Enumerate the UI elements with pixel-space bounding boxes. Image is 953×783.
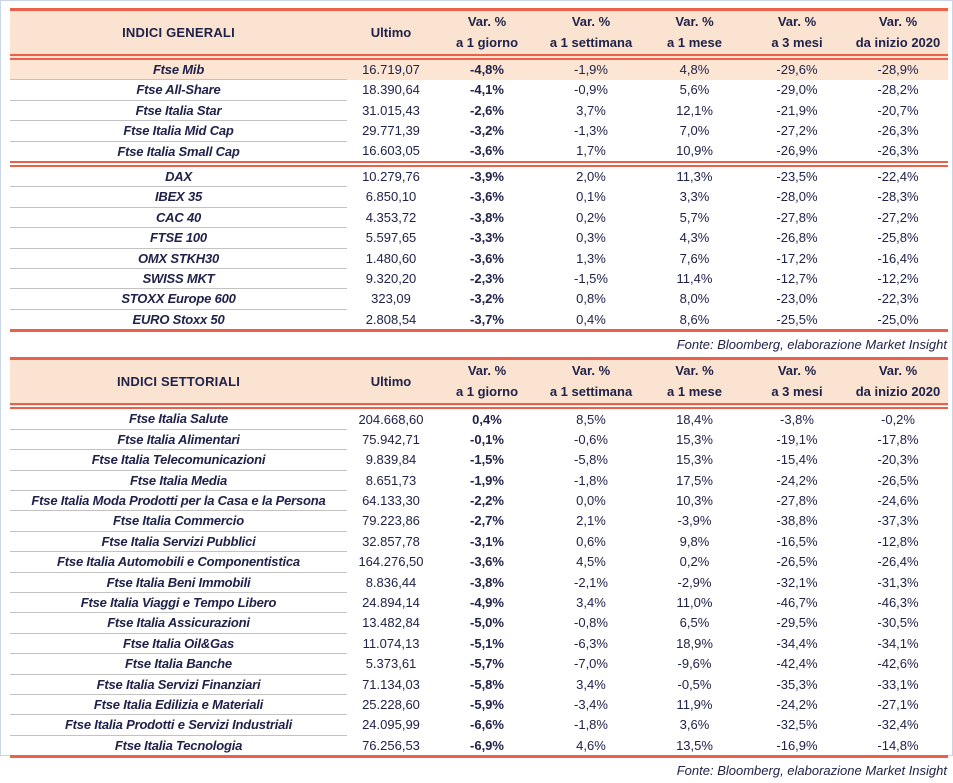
var-1g-value: -3,9% bbox=[435, 164, 539, 187]
var-1w-value: -7,0% bbox=[574, 656, 608, 672]
index-name: Ftse Italia Servizi Pubblici bbox=[10, 531, 347, 551]
var-1w-value: 3,4% bbox=[576, 676, 606, 692]
table-row bbox=[10, 450, 948, 470]
index-name: IBEX 35 bbox=[10, 187, 347, 207]
column-header-var-3-mesi bbox=[746, 359, 848, 407]
var-ytd-value: -31,3% bbox=[877, 574, 919, 590]
index-name: Ftse Italia Edilizia e Materiali bbox=[10, 694, 347, 714]
var-ytd-value: -34,1% bbox=[877, 635, 919, 651]
index-name: Ftse Italia Viaggi e Tempo Libero bbox=[10, 592, 347, 612]
var-1m-value: 12,1% bbox=[676, 102, 713, 118]
index-name: SWISS MKT bbox=[10, 269, 347, 289]
column-header-var-1-settimana bbox=[539, 10, 643, 58]
index-name: DAX bbox=[10, 164, 347, 187]
ultimo-value: 24.894,14 bbox=[362, 594, 420, 610]
var-3m-value: -46,7% bbox=[776, 594, 818, 610]
ultimo-value: 1.480,60 bbox=[365, 250, 417, 266]
index-name: Ftse Italia Servizi Finanziari bbox=[10, 674, 347, 694]
var-1m-value: 11,9% bbox=[676, 696, 713, 712]
table-row bbox=[10, 674, 948, 694]
var-1w-value: 0,8% bbox=[576, 291, 606, 307]
table-title-generali: INDICI GENERALI bbox=[10, 10, 347, 58]
period-label: a 3 mesi bbox=[771, 384, 823, 400]
var-1g-value: -5,7% bbox=[470, 656, 504, 672]
var-3m-value: -15,4% bbox=[776, 452, 818, 468]
var-1m-value: -2,9% bbox=[677, 574, 712, 590]
index-name: Ftse Italia Alimentari bbox=[10, 429, 347, 449]
var-1m-value: 11,3% bbox=[643, 164, 746, 187]
var-ytd-value: -25,8% bbox=[877, 230, 919, 246]
index-name: Ftse Italia Mid Cap bbox=[10, 121, 347, 141]
table-row bbox=[10, 735, 948, 756]
var-1m-value: 5,7% bbox=[679, 209, 710, 225]
var-label: Var. % bbox=[675, 363, 714, 379]
column-header-var-1-giorno bbox=[435, 10, 539, 58]
var-ytd-value: -22,4% bbox=[848, 164, 948, 187]
var-1w-value: 4,6% bbox=[576, 737, 606, 753]
ultimo-value: 10.279,76 bbox=[347, 164, 435, 187]
ultimo-value: 64.133,30 bbox=[362, 492, 420, 508]
var-3m-value: -27,8% bbox=[776, 492, 818, 508]
column-header-var-1-settimana bbox=[539, 359, 643, 407]
ultimo-value: 323,09 bbox=[371, 291, 411, 307]
index-name: Ftse Italia Star bbox=[10, 100, 347, 120]
index-name: Ftse Italia Small Cap bbox=[10, 141, 347, 164]
var-1w-value: 0,2% bbox=[576, 209, 606, 225]
var-3m-value: -38,8% bbox=[776, 513, 818, 529]
ultimo-value: 25.228,60 bbox=[362, 696, 420, 712]
var-1g-value: -3,6% bbox=[470, 143, 504, 159]
ultimo-value: 24.095,99 bbox=[362, 717, 420, 733]
var-1w-value: 0,0% bbox=[576, 492, 606, 508]
var-label: Var. % bbox=[571, 363, 611, 379]
var-1w-value: -1,8% bbox=[574, 717, 608, 733]
table-row bbox=[10, 552, 948, 572]
period-label: a 1 settimana bbox=[549, 35, 633, 50]
var-ytd-value: -30,5% bbox=[877, 615, 919, 631]
index-name: Ftse Italia Automobili e Componentistica bbox=[10, 552, 347, 572]
var-1g-value: -3,2% bbox=[470, 123, 504, 139]
var-3m-value: -32,1% bbox=[776, 574, 818, 590]
var-1m-value: 10,9% bbox=[676, 143, 713, 159]
var-3m-value: -27,2% bbox=[776, 123, 818, 139]
var-ytd-value: -26,5% bbox=[877, 472, 919, 488]
var-3m-value: -21,9% bbox=[776, 102, 818, 118]
index-name: Ftse Italia Banche bbox=[10, 654, 347, 674]
ultimo-value: 32.857,78 bbox=[362, 533, 420, 549]
header-row bbox=[10, 359, 948, 407]
column-header-var-inizio-2020 bbox=[848, 10, 948, 58]
ultimo-value: 204.668,60 bbox=[358, 411, 424, 427]
table-row bbox=[10, 613, 948, 633]
var-1m-value: 13,5% bbox=[676, 737, 713, 753]
table-row bbox=[10, 531, 948, 551]
ultimo-value: 16.719,07 bbox=[347, 57, 435, 80]
var-1w-value: 2,1% bbox=[576, 513, 606, 529]
var-1g-value: -3,6% bbox=[470, 189, 504, 205]
var-3m-value: -12,7% bbox=[776, 271, 818, 287]
var-1w-value: -1,5% bbox=[574, 271, 608, 287]
var-3m-value: -29,5% bbox=[776, 615, 818, 631]
period-label: a 1 giorno bbox=[455, 35, 519, 50]
var-1w-value: 0,6% bbox=[576, 533, 606, 549]
ultimo-value: 16.603,05 bbox=[362, 143, 420, 159]
var-ytd-value: -42,6% bbox=[877, 656, 919, 672]
var-ytd-value: -27,1% bbox=[877, 696, 919, 712]
var-1w-value: -0,8% bbox=[574, 615, 608, 631]
var-3m-value: -32,5% bbox=[776, 717, 818, 733]
period-label: a 1 mese bbox=[667, 35, 722, 50]
var-1m-value: 8,0% bbox=[679, 291, 710, 307]
var-1w-value: -1,8% bbox=[574, 472, 608, 488]
var-1g-value: -2,3% bbox=[470, 271, 504, 287]
ultimo-value: 9.839,84 bbox=[365, 452, 417, 468]
var-1w-value: 3,4% bbox=[576, 594, 606, 610]
ultimo-value: 13.482,84 bbox=[362, 615, 420, 631]
var-3m-value: -29,6% bbox=[746, 57, 848, 80]
var-ytd-value: -32,4% bbox=[877, 717, 919, 733]
var-ytd-value: -28,2% bbox=[877, 82, 919, 98]
column-header-var-inizio-2020 bbox=[848, 359, 948, 407]
var-1w-value: 0,3% bbox=[576, 230, 606, 246]
var-3m-value: -26,8% bbox=[776, 230, 818, 246]
table-row bbox=[10, 269, 948, 289]
var-ytd-value: -16,4% bbox=[877, 250, 919, 266]
var-3m-value: -23,5% bbox=[746, 164, 848, 187]
var-1m-value: 5,6% bbox=[679, 82, 710, 98]
index-name: Ftse All-Share bbox=[10, 80, 347, 100]
var-1m-value: 17,5% bbox=[676, 472, 713, 488]
var-1g-value: 0,4% bbox=[472, 411, 502, 427]
var-1m-value: -0,5% bbox=[677, 676, 712, 692]
var-1m-value: 0,2% bbox=[679, 554, 710, 570]
table-row bbox=[10, 289, 948, 309]
var-label: Var. % bbox=[878, 14, 918, 29]
table-row bbox=[10, 633, 948, 653]
var-1g-value: -6,9% bbox=[470, 737, 504, 753]
ultimo-value: 2.808,54 bbox=[365, 311, 417, 327]
index-name: OMX STKH30 bbox=[10, 248, 347, 268]
var-1g-value: -3,2% bbox=[470, 291, 504, 307]
var-3m-value: -24,2% bbox=[776, 696, 818, 712]
var-1m-value: 18,4% bbox=[676, 411, 713, 427]
var-1g-value: -3,3% bbox=[470, 230, 504, 246]
var-ytd-value: -26,4% bbox=[877, 554, 919, 570]
var-ytd-value: -26,3% bbox=[877, 143, 919, 159]
var-1w-value: 1,3% bbox=[576, 250, 606, 266]
var-1w-value: 4,5% bbox=[576, 554, 606, 570]
var-1m-value: -3,9% bbox=[677, 513, 712, 529]
column-header-var-1-mese bbox=[643, 359, 746, 407]
var-1g-value: -5,0% bbox=[470, 615, 504, 631]
var-1g-value: -6,6% bbox=[470, 717, 504, 733]
var-1g-value: -2,6% bbox=[470, 102, 504, 118]
var-3m-value: -25,5% bbox=[776, 311, 818, 327]
var-1m-value: 4,8% bbox=[643, 57, 746, 80]
table-row bbox=[10, 406, 948, 429]
ultimo-value: 11.074,13 bbox=[362, 635, 420, 651]
var-ytd-value: -14,8% bbox=[877, 737, 919, 753]
table-row bbox=[10, 511, 948, 531]
index-name: Ftse Italia Prodotti e Servizi Industriali bbox=[10, 715, 347, 735]
index-name: Ftse Italia Telecomunicazioni bbox=[10, 450, 347, 470]
var-1g-value: -5,1% bbox=[470, 635, 504, 651]
var-3m-value: -3,8% bbox=[780, 411, 814, 427]
period-label: a 1 settimana bbox=[549, 384, 633, 400]
period-label: a 1 giorno bbox=[455, 384, 519, 400]
column-header-var-3-mesi bbox=[746, 10, 848, 58]
var-1w-value: 0,4% bbox=[576, 311, 606, 327]
period-label: da inizio 2020 bbox=[855, 35, 941, 50]
var-1w-value: -3,4% bbox=[574, 696, 608, 712]
ultimo-value: 31.015,43 bbox=[362, 102, 420, 118]
index-name: CAC 40 bbox=[10, 207, 347, 227]
var-1g-value: -3,8% bbox=[470, 209, 504, 225]
var-3m-value: -19,1% bbox=[776, 431, 818, 447]
column-header-var-1-mese bbox=[643, 10, 746, 58]
ultimo-value: 8.651,73 bbox=[365, 472, 417, 488]
ultimo-value: 5.373,61 bbox=[365, 656, 417, 672]
var-ytd-value: -33,1% bbox=[877, 676, 919, 692]
var-1w-value: -1,9% bbox=[539, 57, 643, 80]
index-name: FTSE 100 bbox=[10, 228, 347, 248]
indici-generali-table bbox=[10, 8, 948, 332]
var-1g-value: -2,2% bbox=[470, 492, 504, 508]
var-3m-value: -42,4% bbox=[776, 656, 818, 672]
period-label: da inizio 2020 bbox=[855, 384, 941, 400]
var-1w-value: 2,0% bbox=[539, 164, 643, 187]
period-label: a 3 mesi bbox=[771, 35, 823, 50]
table-row bbox=[10, 248, 948, 268]
ultimo-value: 9.320,20 bbox=[365, 271, 417, 287]
header-row bbox=[10, 10, 948, 58]
source-note-settoriali: Fonte: Bloomberg, elaborazione Market Insight bbox=[676, 763, 947, 779]
table-row bbox=[10, 100, 948, 120]
var-label: Var. % bbox=[675, 14, 714, 29]
var-label: Var. % bbox=[467, 14, 507, 29]
var-1g-value: -5,8% bbox=[470, 676, 504, 692]
var-1m-value: 4,3% bbox=[679, 230, 710, 246]
var-1g-value: -3,1% bbox=[470, 533, 504, 549]
table-row bbox=[10, 715, 948, 735]
var-1g-value: -1,5% bbox=[470, 452, 504, 468]
var-1m-value: 8,6% bbox=[679, 311, 710, 327]
var-1g-value: -3,6% bbox=[470, 554, 504, 570]
var-1g-value: -3,8% bbox=[470, 574, 504, 590]
var-1w-value: -6,3% bbox=[574, 635, 608, 651]
ultimo-value: 71.134,03 bbox=[362, 676, 420, 692]
index-name: Ftse Italia Oil&Gas bbox=[10, 633, 347, 653]
var-ytd-value: -22,3% bbox=[877, 291, 919, 307]
var-1m-value: 11,0% bbox=[676, 594, 713, 610]
var-1g-value: -4,8% bbox=[435, 57, 539, 80]
index-name: STOXX Europe 600 bbox=[10, 289, 347, 309]
var-1m-value: 7,0% bbox=[679, 123, 710, 139]
table-row bbox=[10, 141, 948, 164]
var-1g-value: -1,9% bbox=[470, 472, 504, 488]
var-1w-value: 1,7% bbox=[576, 143, 606, 159]
table-title-settoriali: INDICI SETTORIALI bbox=[10, 359, 347, 407]
var-1w-value: 8,5% bbox=[576, 411, 606, 427]
var-1g-value: -3,7% bbox=[470, 311, 504, 327]
var-ytd-value: -37,3% bbox=[877, 513, 919, 529]
ultimo-value: 18.390,64 bbox=[362, 82, 420, 98]
var-label: Var. % bbox=[777, 14, 817, 29]
var-3m-value: -26,5% bbox=[776, 554, 818, 570]
var-ytd-value: -0,2% bbox=[881, 411, 915, 427]
table-row bbox=[10, 57, 948, 80]
index-name: Ftse Italia Beni Immobili bbox=[10, 572, 347, 592]
index-name: Ftse Italia Assicurazioni bbox=[10, 613, 347, 633]
var-1m-value: 6,5% bbox=[679, 615, 710, 631]
index-name: Ftse Italia Salute bbox=[10, 406, 347, 429]
var-1g-value: -0,1% bbox=[470, 431, 504, 447]
ultimo-value: 4.353,72 bbox=[365, 209, 417, 225]
var-3m-value: -34,4% bbox=[776, 635, 818, 651]
var-ytd-value: -28,3% bbox=[877, 189, 919, 205]
var-3m-value: -35,3% bbox=[776, 676, 818, 692]
index-name: Ftse Italia Tecnologia bbox=[10, 735, 347, 756]
var-ytd-value: -20,3% bbox=[877, 452, 919, 468]
index-name: EURO Stoxx 50 bbox=[10, 309, 347, 330]
var-3m-value: -26,9% bbox=[776, 143, 818, 159]
var-1m-value: 7,6% bbox=[679, 250, 710, 266]
var-3m-value: -24,2% bbox=[776, 472, 818, 488]
ultimo-value: 75.942,71 bbox=[362, 431, 420, 447]
table-row bbox=[10, 694, 948, 714]
var-3m-value: -23,0% bbox=[776, 291, 818, 307]
index-name: Ftse Italia Commercio bbox=[10, 511, 347, 531]
var-1m-value: 9,8% bbox=[679, 533, 710, 549]
table-row bbox=[10, 309, 948, 330]
var-1m-value: 11,4% bbox=[676, 271, 713, 287]
table-row bbox=[10, 592, 948, 612]
var-1m-value: 15,3% bbox=[676, 452, 713, 468]
var-1m-value: 3,6% bbox=[679, 717, 710, 733]
var-ytd-value: -25,0% bbox=[877, 311, 919, 327]
index-name: Ftse Italia Moda Prodotti per la Casa e la Persona bbox=[10, 490, 347, 510]
var-label: Var. % bbox=[571, 14, 611, 29]
ultimo-value: 29.771,39 bbox=[362, 123, 420, 139]
ultimo-value: 8.836,44 bbox=[365, 574, 417, 590]
var-ytd-value: -24,6% bbox=[877, 492, 919, 508]
table-row bbox=[10, 572, 948, 592]
var-3m-value: -29,0% bbox=[776, 82, 818, 98]
index-name: Ftse Italia Media bbox=[10, 470, 347, 490]
index-name: Ftse Mib bbox=[10, 57, 347, 80]
var-1g-value: -4,9% bbox=[470, 594, 504, 610]
var-1g-value: -2,7% bbox=[470, 513, 504, 529]
table-row bbox=[10, 121, 948, 141]
var-1m-value: 15,3% bbox=[676, 431, 713, 447]
column-header-var-1-giorno bbox=[435, 359, 539, 407]
var-1m-value: 18,9% bbox=[676, 635, 713, 651]
ultimo-value: 6.850,10 bbox=[365, 189, 417, 205]
var-1g-value: -3,6% bbox=[470, 250, 504, 266]
var-ytd-value: -12,2% bbox=[877, 271, 919, 287]
var-3m-value: -27,8% bbox=[776, 209, 818, 225]
var-1m-value: 10,3% bbox=[676, 492, 713, 508]
ultimo-value: 79.223,86 bbox=[362, 513, 420, 529]
var-label: Var. % bbox=[878, 363, 918, 379]
var-1g-value: -4,1% bbox=[470, 82, 504, 98]
var-ytd-value: -12,8% bbox=[877, 533, 919, 549]
var-1w-value: 0,1% bbox=[576, 189, 606, 205]
var-3m-value: -16,5% bbox=[776, 533, 818, 549]
source-note-generali: Fonte: Bloomberg, elaborazione Market Insight bbox=[676, 337, 947, 353]
table-row bbox=[10, 470, 948, 490]
period-label: a 1 mese bbox=[667, 384, 722, 400]
var-1w-value: -1,3% bbox=[574, 123, 608, 139]
var-ytd-value: -20,7% bbox=[877, 102, 919, 118]
indici-settoriali-table bbox=[10, 357, 948, 758]
ultimo-value: 164.276,50 bbox=[358, 554, 424, 570]
var-ytd-value: -28,9% bbox=[848, 57, 948, 80]
var-3m-value: -16,9% bbox=[776, 737, 818, 753]
table-row bbox=[10, 490, 948, 510]
var-ytd-value: -26,3% bbox=[877, 123, 919, 139]
var-ytd-value: -46,3% bbox=[877, 594, 919, 610]
var-1w-value: -5,8% bbox=[574, 452, 608, 468]
var-label: Var. % bbox=[777, 363, 817, 379]
column-header-ultimo: Ultimo bbox=[347, 359, 435, 407]
var-3m-value: -17,2% bbox=[776, 250, 818, 266]
var-1w-value: -2,1% bbox=[574, 574, 608, 590]
var-1m-value: 3,3% bbox=[679, 189, 710, 205]
table-row bbox=[10, 654, 948, 674]
table-row bbox=[10, 207, 948, 227]
table-row bbox=[10, 228, 948, 248]
column-header-ultimo: Ultimo bbox=[347, 10, 435, 58]
var-ytd-value: -17,8% bbox=[877, 431, 919, 447]
ultimo-value: 76.256,53 bbox=[362, 737, 420, 753]
var-1w-value: -0,6% bbox=[574, 431, 608, 447]
var-3m-value: -28,0% bbox=[776, 189, 818, 205]
table-row bbox=[10, 187, 948, 207]
var-1g-value: -5,9% bbox=[470, 696, 504, 712]
var-1w-value: -0,9% bbox=[574, 82, 608, 98]
table-row bbox=[10, 164, 948, 187]
var-ytd-value: -27,2% bbox=[877, 209, 919, 225]
var-1w-value: 3,7% bbox=[576, 102, 606, 118]
table-row bbox=[10, 80, 948, 100]
ultimo-value: 5.597,65 bbox=[365, 230, 417, 246]
table-row bbox=[10, 429, 948, 449]
var-label: Var. % bbox=[467, 363, 507, 379]
var-1m-value: -9,6% bbox=[677, 656, 712, 672]
